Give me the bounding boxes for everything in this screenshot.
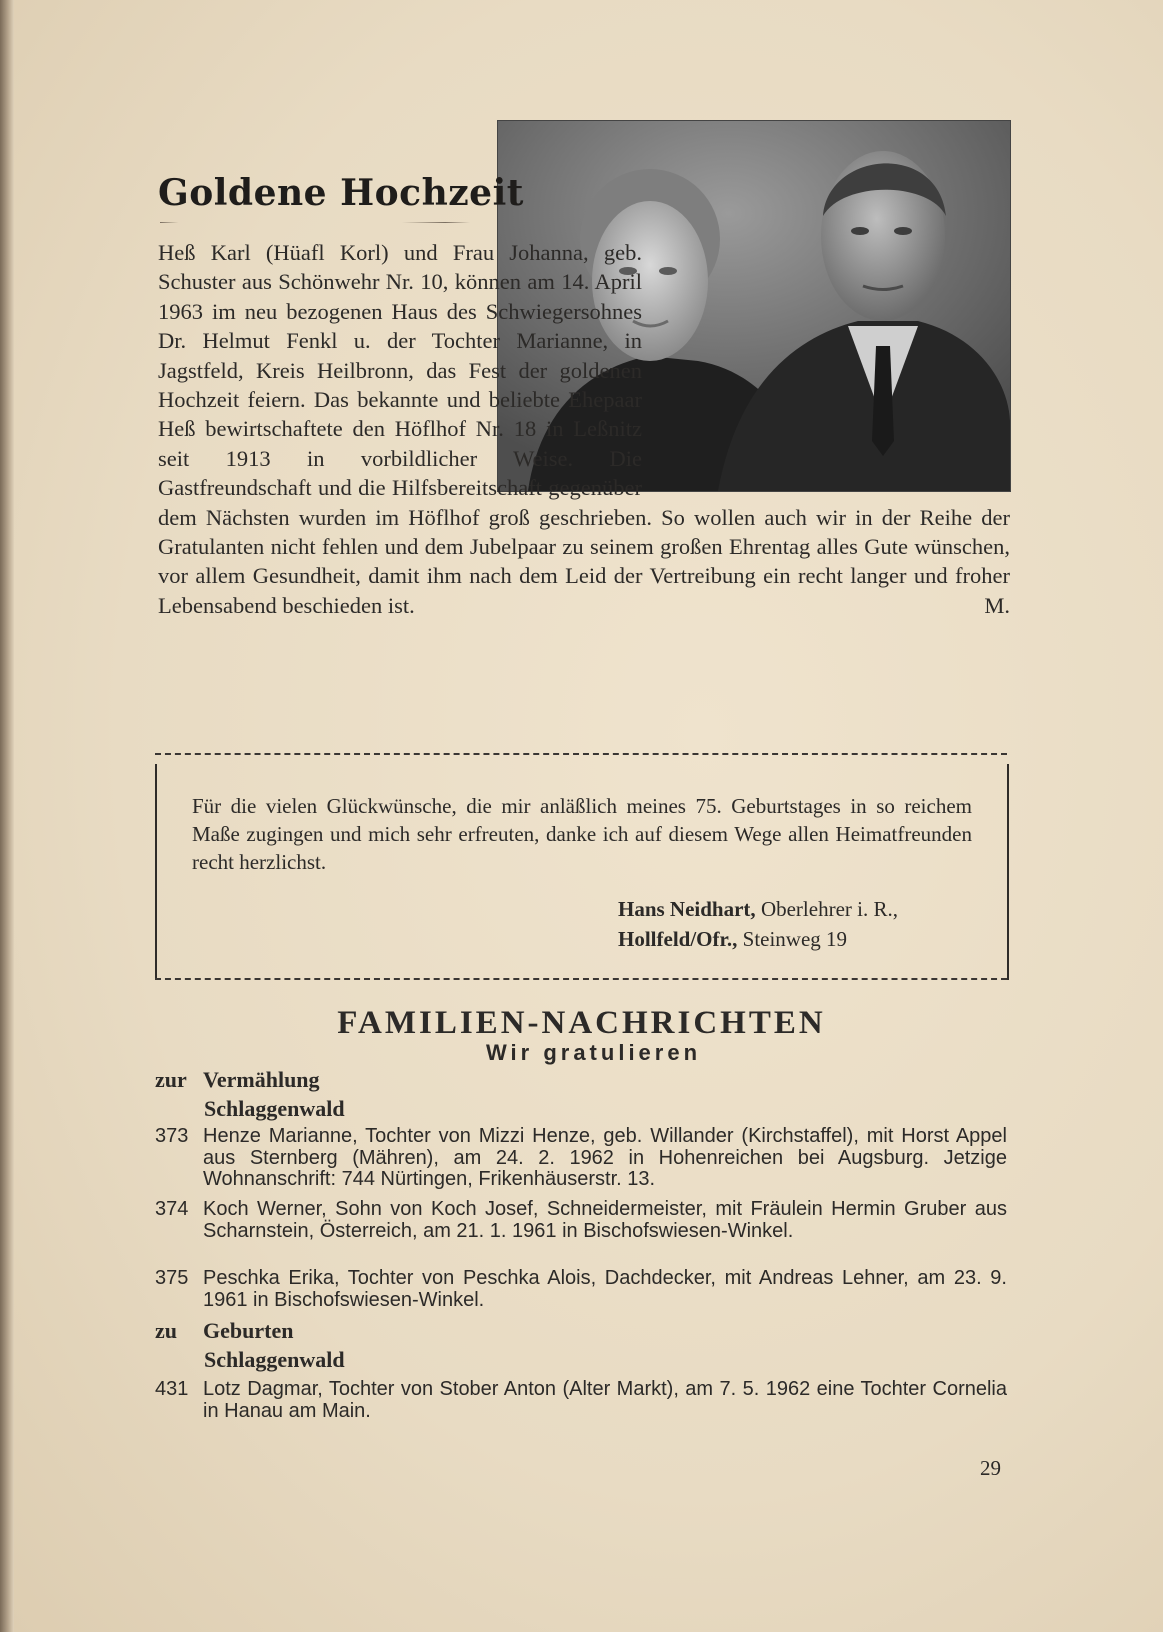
birth-place: Schlaggenwald xyxy=(204,1347,345,1372)
photo-spacer xyxy=(642,238,1010,488)
article-signature: M. xyxy=(984,592,1010,618)
entry-text: Koch Werner, Sohn von Koch Josef, Schneidermeister, mit Fräulein Hermin Gruber aus Scharnstein, Österreich, am 21. 1. 1961 in Bischofswiesen-Winkel. xyxy=(203,1198,1007,1242)
category-wedding xyxy=(155,1067,320,1093)
category-birth xyxy=(155,1318,293,1344)
divider-top xyxy=(155,753,1007,755)
entry-text: Henze Marianne, Tochter von Mizzi Henze, geb. Willander (Kirchstaffel), mit Horst Appel aus Sternberg (Mähren), am 24. 2. 1962 in Hohenreichen bei Augsburg. Jetzige Wohnanschrift: 744 Nürtingen, Frikenhäuserstr. 13. xyxy=(203,1125,1007,1190)
list-item xyxy=(155,1379,1007,1422)
category-birth-prefix: zu xyxy=(155,1318,177,1343)
page-number: 29 xyxy=(980,1456,1001,1480)
family-news-subtitle: Wir gratulieren xyxy=(485,1040,702,1065)
wedding-place: Schlaggenwald xyxy=(204,1096,345,1121)
notice-signature xyxy=(618,894,898,954)
entry-number: 431 xyxy=(155,1378,189,1400)
list-item xyxy=(155,1268,1007,1311)
article-text: Heß Karl (Hüafl Korl) und Frau Johanna, geb. Schuster aus Schönwehr Nr. 10, können am 14. April 1963 im neu bezogenen Haus des Schwiegersohnes Dr. Helmut Fenkl u. der Tochter Marianne, in Jagstfeld, Kreis Heilbronn, das Fest der goldenen Hochzeit feiern. Das bekannte und beliebte Ehepaar Heß bewirtschaftete den Höflhof Nr. 18 in Leßnitz seit 1913 in vorbildlicher Weise. Die Gastfreundschaft und die Hilfsbereitschaft gegenüber dem Nächsten wurden im Höflhof groß geschrieben. So wollen auch wir in der Reihe der Gratulanten nicht fehlen und dem Jubelpaar zu seinem großen Ehrentag alles Gute wünschen, vor allem Gesundheit, damit ihm nach dem Leid der Vertreibung ein recht langer und froher Lebensabend beschieden ist. xyxy=(158,240,1010,618)
category-wedding-prefix: zur xyxy=(155,1067,187,1092)
notice-text: Für die vielen Glückwünsche, die mir anläßlich meines 75. Geburtstages in so reichem Maße zugingen und mich sehr erfreuten, danke ich auf diesem Wege allen Heimatfreunden recht herzlichst. xyxy=(192,794,972,874)
entry-number: 375 xyxy=(155,1267,189,1289)
notice-name: Hans Neidhart, xyxy=(618,897,756,921)
article-heading: Goldene Hochzeit xyxy=(158,172,524,214)
book-spine-shadow xyxy=(0,0,14,1632)
entry-text: Peschka Erika, Tochter von Peschka Alois, Dachdecker, mit Andreas Lehner, am 23. 9. 1961 in Bischofswiesen-Winkel. xyxy=(203,1267,1007,1311)
list-item xyxy=(155,1126,1007,1191)
entry-number: 374 xyxy=(155,1198,189,1220)
list-item xyxy=(155,1199,1007,1242)
divider-bottom xyxy=(155,978,1007,980)
heading-underline xyxy=(160,222,470,223)
notice-city: Hollfeld/Ofr., xyxy=(618,927,738,951)
category-birth-label: Geburten xyxy=(203,1318,294,1343)
entry-number: 373 xyxy=(155,1125,189,1147)
family-news-title: FAMILIEN-NACHRICHTEN xyxy=(337,1005,826,1041)
notice-title: Oberlehrer i. R., xyxy=(755,897,898,921)
notice-street: Steinweg 19 xyxy=(737,927,848,951)
article-body xyxy=(158,238,1010,620)
category-wedding-label: Vermählung xyxy=(203,1067,320,1092)
entry-text: Lotz Dagmar, Tochter von Stober Anton (Alter Markt), am 7. 5. 1962 eine Tochter Cornelia in Hanau am Main. xyxy=(203,1378,1007,1422)
